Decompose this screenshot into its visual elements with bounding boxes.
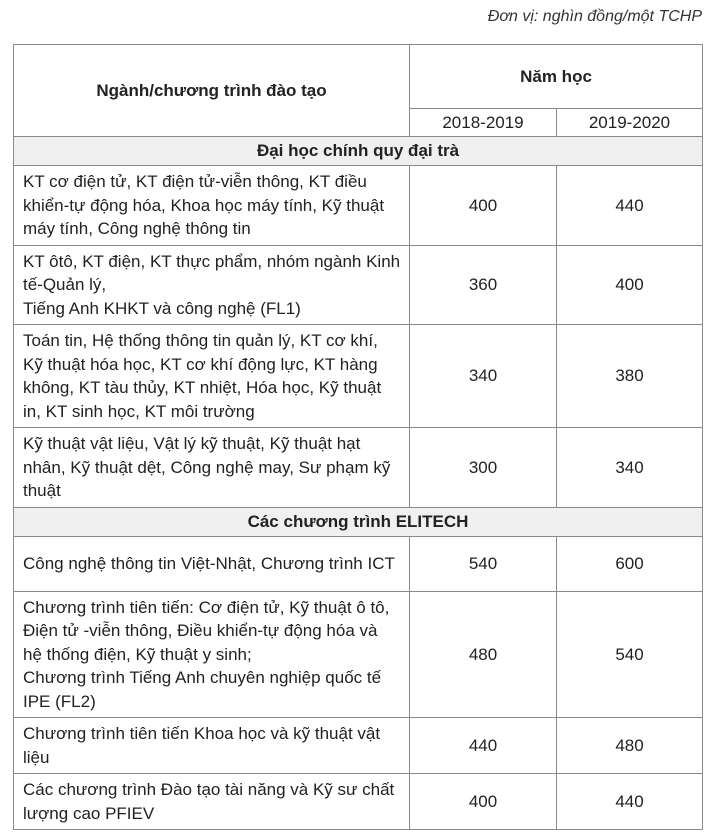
table-row <box>14 325 703 428</box>
program-name-text: Công nghệ thông tin Việt-Nhật, Chương trình ICT <box>23 553 395 573</box>
program-name-text: Chương trình tiên tiến Khoa học và kỹ thuật vật liệu <box>23 724 381 767</box>
program-name-cell <box>14 718 410 774</box>
table-row <box>14 718 703 774</box>
tuition-value-2018: 440 <box>410 718 557 774</box>
program-column-header: Ngành/chương trình đào tạo <box>14 45 410 137</box>
tuition-value-2019: 380 <box>557 325 703 428</box>
program-name-text: KT cơ điện tử, KT điện tử-viễn thông, KT điều khiển-tự động hóa, Khoa học máy tính, Kỹ thuật máy tính, Công nghệ thông tin <box>23 172 385 238</box>
year-header-2019: 2019-2020 <box>557 109 703 137</box>
tuition-value-2019: 340 <box>557 428 703 508</box>
program-name-cell <box>14 245 410 325</box>
program-name-text: Các chương trình Đào tạo tài năng và Kỹ sư chất lượng cao PFIEV <box>23 780 395 823</box>
tuition-value-2018: 400 <box>410 774 557 830</box>
tuition-value-2019: 400 <box>557 245 703 325</box>
tuition-value-2019: 600 <box>557 536 703 591</box>
program-name-text: Tiếng Anh KHKT và công nghệ (FL1) <box>23 298 301 318</box>
program-name-text: Kỹ thuật vật liệu, Vật lý kỹ thuật, Kỹ thuật hạt nhân, Kỹ thuật dệt, Công nghệ may, Sư phạm kỹ thuật <box>23 434 391 500</box>
tuition-value-2019: 440 <box>557 166 703 246</box>
tuition-value-2018: 300 <box>410 428 557 508</box>
tuition-value-2019: 540 <box>557 591 703 718</box>
school-year-header: Năm học <box>410 45 703 109</box>
program-name-cell <box>14 325 410 428</box>
program-name-cell <box>14 536 410 591</box>
tuition-value-2019: 480 <box>557 718 703 774</box>
tuition-value-2018: 340 <box>410 325 557 428</box>
tuition-value-2018: 400 <box>410 166 557 246</box>
table-row <box>14 428 703 508</box>
section-header <box>14 137 703 166</box>
tuition-value-2018: 480 <box>410 591 557 718</box>
table-row <box>14 536 703 591</box>
program-name-cell <box>14 591 410 718</box>
program-name-cell <box>14 774 410 830</box>
table-row <box>14 591 703 718</box>
program-name-cell <box>14 428 410 508</box>
year-header-2018: 2018-2019 <box>410 109 557 137</box>
table-row <box>14 774 703 830</box>
program-name-text: Chương trình Tiếng Anh chuyên nghiệp quốc tế IPE (FL2) <box>23 668 382 711</box>
program-name-text: KT ôtô, KT điện, KT thực phẩm, nhóm ngành Kinh tế-Quản lý, <box>23 251 401 294</box>
program-name-text: Chương trình tiên tiến: Cơ điện tử, Kỹ thuật ô tô, Điện tử -viễn thông, Điều khiển-tự động hóa và hệ thống điện, Kỹ thuật y sinh; <box>23 597 390 664</box>
section-header <box>14 507 703 536</box>
program-name-text: Toán tin, Hệ thống thông tin quản lý, KT cơ khí, Kỹ thuật hóa học, KT cơ khí động lực, KT hàng không, KT tàu thủy, KT nhiệt, Hóa học, Kỹ thuật in, KT sinh học, KT môi trường <box>23 331 382 421</box>
tuition-value-2019: 440 <box>557 774 703 830</box>
table-row <box>14 245 703 325</box>
tuition-value-2018: 540 <box>410 536 557 591</box>
table-row <box>14 166 703 246</box>
tuition-value-2018: 360 <box>410 245 557 325</box>
unit-note: Đơn vị: nghìn đồng/một TCHP <box>487 8 702 25</box>
section-title: Đại học chính quy đại trà <box>14 137 703 166</box>
program-name-cell <box>14 166 410 246</box>
section-title: Các chương trình ELITECH <box>14 507 703 536</box>
tuition-table <box>13 44 703 830</box>
